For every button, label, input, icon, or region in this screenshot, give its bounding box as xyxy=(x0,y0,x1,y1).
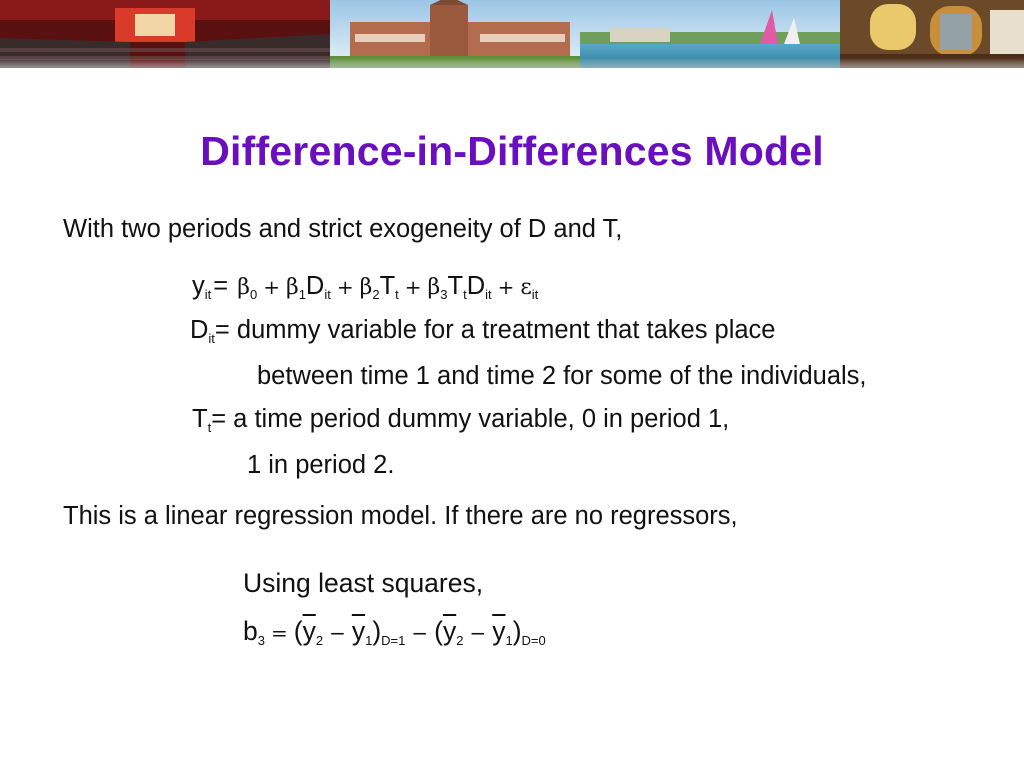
eq-beta3: β xyxy=(427,275,441,300)
d-definition-cont: between time 1 and time 2 for some of the individuals, xyxy=(257,362,867,390)
eq-beta0: β xyxy=(237,275,250,300)
eq-beta3-sub: 3 xyxy=(440,287,448,302)
linear-model-text: This is a linear regression model. If there are no regressors, xyxy=(63,502,738,530)
est-lparen-1: ( xyxy=(293,616,303,646)
eq-D: D xyxy=(305,272,325,300)
est-minus-2: − xyxy=(411,621,429,645)
est-cond-0: D=0 xyxy=(521,633,546,648)
est-minus-1: − xyxy=(329,621,346,645)
t-definition-cont: 1 in period 2. xyxy=(247,451,395,479)
eq-D2: D xyxy=(466,272,486,300)
est-rparen-2: ) xyxy=(512,616,522,646)
est-cond-1: D=1 xyxy=(381,633,406,648)
d-definition xyxy=(190,316,776,346)
t-definition xyxy=(192,405,729,435)
eq-epsilon: ε xyxy=(520,275,532,300)
campus-photo-strip xyxy=(0,0,1024,68)
d-text: = dummy variable for a treatment that takes place xyxy=(214,316,776,344)
est-ybar2-a: $\overline{y}$ xyxy=(302,616,316,646)
d-label: D xyxy=(190,316,209,344)
eq-y-sub: it xyxy=(204,287,212,302)
t-label: T xyxy=(192,405,208,433)
est-ybar1-a-sub: 1 xyxy=(365,633,373,648)
est-ybar2-a-sub: 2 xyxy=(315,633,324,648)
eq-D-sub: it xyxy=(324,287,331,302)
eq-T2: T xyxy=(447,272,464,300)
eq-T2-sub: t xyxy=(463,287,467,302)
eq-beta1-sub: 1 xyxy=(298,287,306,302)
eq-y: y xyxy=(192,272,205,300)
t-text: = a time period dummy variable, 0 in period 1, xyxy=(211,405,730,433)
eq-plus-4: + xyxy=(497,275,515,299)
est-ybar1-b-sub: 1 xyxy=(505,633,513,648)
est-minus-3: − xyxy=(469,621,487,645)
est-lparen-2: ( xyxy=(434,616,443,646)
estimator-equation xyxy=(243,616,546,648)
eq-beta0-sub: 0 xyxy=(249,287,258,302)
est-ybar2-b: $\overline{y}$ xyxy=(442,616,457,646)
est-b: b xyxy=(243,616,258,646)
est-equals: = xyxy=(270,621,288,645)
eq-beta2: β xyxy=(359,275,373,300)
est-b-sub: 3 xyxy=(257,633,265,648)
eq-plus-2: + xyxy=(336,275,354,299)
eq-epsilon-sub: it xyxy=(531,287,539,302)
eq-beta1: β xyxy=(285,275,299,300)
t-label-sub: t xyxy=(207,420,212,435)
model-equation xyxy=(192,272,538,302)
eq-D2-sub: it xyxy=(485,287,492,302)
eq-plus-3: + xyxy=(404,275,422,299)
est-ybar1-a: $\overline{y}$ xyxy=(351,616,366,646)
eq-T-sub: t xyxy=(395,287,399,302)
least-squares-text: Using least squares, xyxy=(243,568,484,598)
d-label-sub: it xyxy=(208,331,215,346)
intro-text: With two periods and strict exogeneity of D and T, xyxy=(63,215,623,243)
est-rparen-1: ) xyxy=(372,616,382,646)
eq-plus-1: + xyxy=(263,275,280,299)
eq-T: T xyxy=(379,272,396,300)
est-ybar1-b: $\overline{y}$ xyxy=(492,616,506,646)
slide-title: Difference-in-Differences Model xyxy=(200,128,824,174)
header-banner-image xyxy=(0,0,1024,68)
eq-beta2-sub: 2 xyxy=(372,287,380,302)
est-ybar2-b-sub: 2 xyxy=(456,633,464,648)
eq-equals: = xyxy=(213,272,229,300)
